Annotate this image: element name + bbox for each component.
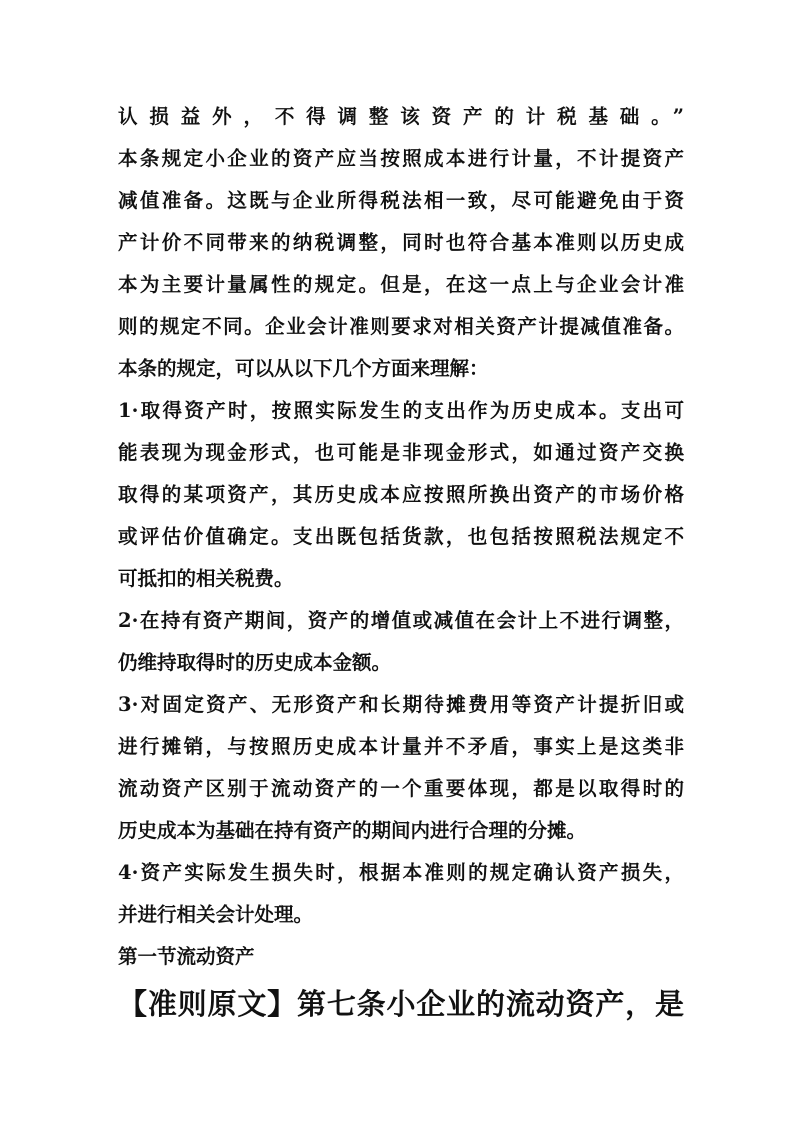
text-line: 历史成本为基础在持有资产的期间内进行合理的分摊。 bbox=[118, 819, 587, 842]
text-line: 认损益外，不得调整该资产的计税基础。” bbox=[118, 105, 684, 128]
text-line: 则的规定不同。企业会计准则要求对相关资产计提减值准备。 bbox=[118, 315, 684, 338]
text-line: 能表现为现金形式，也可能是非现金形式，如通过资产交换 bbox=[118, 441, 684, 464]
text-line: 产计价不同带来的纳税调整，同时也符合基本准则以历史成 bbox=[118, 231, 684, 254]
text-line: 并进行相关会计处理。 bbox=[118, 903, 314, 926]
section-title: 第一节流动资产 bbox=[118, 945, 255, 968]
text-line: 仍维持取得时的历史成本金额。 bbox=[118, 651, 392, 674]
text-line: 或评估价值确定。支出既包括货款，也包括按照税法规定不 bbox=[118, 525, 684, 548]
text-line: 2·在持有资产期间，资产的增值或减值在会计上不进行调整， bbox=[118, 609, 684, 632]
text-line: 减值准备。这既与企业所得税法相一致，尽可能避免由于资 bbox=[118, 189, 684, 212]
article-heading: 【准则原文】第七条小企业的流动资产，是 bbox=[118, 987, 684, 1021]
text-line: 本条的规定，可以从以下几个方面来理解： bbox=[118, 357, 489, 380]
text-line: 3·对固定资产、无形资产和长期待摊费用等资产计提折旧或 bbox=[118, 693, 684, 716]
text-line: 可抵扣的相关税费。 bbox=[118, 567, 294, 590]
text-line: 进行摊销，与按照历史成本计量并不矛盾，事实上是这类非 bbox=[118, 735, 684, 758]
text-line: 1·取得资产时，按照实际发生的支出作为历史成本。支出可 bbox=[118, 399, 684, 422]
body-text bbox=[118, 96, 684, 978]
text-line: 流动资产区别于流动资产的一个重要体现，都是以取得时的 bbox=[118, 777, 684, 800]
text-line: 取得的某项资产，其历史成本应按照所换出资产的市场价格 bbox=[118, 483, 684, 506]
text-line: 本条规定小企业的资产应当按照成本进行计量，不计提资产 bbox=[118, 147, 684, 170]
text-line: 4·资产实际发生损失时，根据本准则的规定确认资产损失， bbox=[118, 861, 684, 884]
text-line: 本为主要计量属性的规定。但是，在这一点上与企业会计准 bbox=[118, 273, 684, 296]
